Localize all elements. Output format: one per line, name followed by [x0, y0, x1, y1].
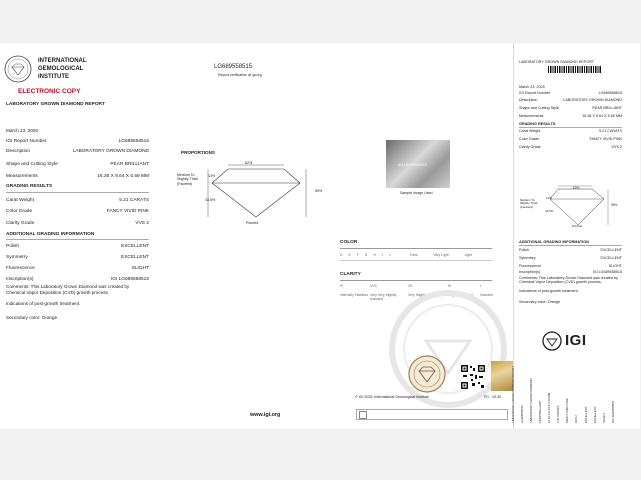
field-row: Description LABORATORY GROWN DIAMOND — [6, 149, 149, 154]
mini-report-col: LABORATORY GROWN DIAMOND — [529, 378, 534, 423]
igi-logo-text: IGI — [565, 332, 587, 349]
indications-text: Indications of post-growth treatment. — [6, 301, 81, 306]
mini-report-col: PEAR BRILLIANT — [538, 400, 543, 423]
right-additional-row: Inscription(s) IGI LG689558515 — [519, 270, 622, 274]
divider — [340, 280, 492, 281]
grading-row: Color Grade FANCY VIVID PINK — [6, 209, 149, 214]
clarity-labels: Internally Flawless Very Very Slightly Included Very Slightly Included Slightly Included Included — [340, 293, 493, 301]
right-pavilion-percent: 43.5% — [545, 209, 554, 213]
right-table-percent: 62% — [573, 186, 580, 190]
right-field-row: Shape and Cutting Style PEAR BRILLIANT — [519, 106, 622, 110]
grading-row: Carat Weight 5.21 CARATS — [6, 198, 149, 203]
org-name: INTERNATIONAL GEMOLOGICAL INSTITUTE — [38, 58, 87, 81]
igi-logo-icon — [542, 331, 562, 351]
right-grading-row: Clarity Grade VVS 2 — [519, 145, 622, 149]
qr-code-icon[interactable] — [460, 364, 486, 390]
mini-report-col: LABORATORY GROWN DIAMOND REPORT — [511, 366, 515, 423]
right-date: March 23, 2025 — [519, 85, 545, 89]
right-secondary: Secondary color: Orange — [519, 300, 560, 304]
rotated-mini-report — [512, 365, 630, 425]
pavilion-percent: 43.5% — [205, 198, 216, 202]
igi-gold-seal-icon — [408, 355, 446, 393]
crown-percent: 13% — [208, 174, 216, 178]
divider — [340, 260, 492, 261]
hologram-strip — [491, 361, 513, 391]
table-percent: 62% — [245, 161, 253, 165]
additional-row: Fluorescence SLIGHT — [6, 266, 149, 271]
mini-report-col: EXCELLENT — [583, 406, 588, 423]
watermark-seal-icon — [388, 289, 508, 409]
report-type-title: LABORATORY GROWN DIAMOND REPORT — [6, 102, 105, 107]
right-crown-percent: 13% — [546, 196, 553, 200]
barcode-icon — [548, 66, 602, 73]
additional-row: Inscription(s) IGI LG689558515 — [6, 277, 149, 282]
comments-text: Comments: This Laboratory Grown Diamond was created by Chemical Vapor Deposition (CVD) growth process. — [6, 284, 130, 295]
right-grading-row: Carat Weight 5.21 CARATS — [519, 129, 622, 133]
sample-image — [386, 140, 450, 188]
verification-link[interactable]: Report verification at igi.org — [218, 73, 262, 77]
sample-caption: Sample Image Used — [400, 191, 433, 195]
mini-report-col: LG689558515 — [520, 405, 525, 423]
proportions-title: PROPORTIONS — [181, 150, 215, 155]
grading-results-title: GRADING RESULTS — [6, 184, 53, 189]
additional-row: Symmetry EXCELLENT — [6, 255, 149, 260]
divider — [6, 239, 149, 240]
divider — [519, 245, 622, 246]
website-link[interactable]: www.igi.org — [250, 412, 281, 418]
right-grading-title: GRADING RESULTS — [519, 122, 556, 126]
security-strip — [356, 409, 508, 420]
clarity-scale-title: CLARITY — [340, 272, 361, 277]
right-field-row: IGI Report Number LG689558515 — [519, 91, 622, 95]
mini-report-col: 5.21 CARATS — [556, 405, 561, 423]
igi-seal-icon — [4, 55, 32, 83]
depth-percent: 59% — [315, 189, 323, 193]
divider — [519, 127, 622, 128]
report-date: March 23, 2025 — [6, 128, 38, 133]
grading-row: Clarity Grade VVS 2 — [6, 221, 149, 226]
right-additional-row: Fluorescence SLIGHT — [519, 264, 622, 268]
clarity-grades: IF VVS VS SI I — [340, 284, 481, 288]
right-additional-row: Polish EXCELLENT — [519, 248, 622, 252]
right-additional-row: Symmetry EXCELLENT — [519, 256, 622, 260]
right-field-row: Description LABORATORY GROWN DIAMOND — [519, 98, 622, 102]
field-row: IGI Report Number LG689558515 — [6, 139, 149, 144]
right-report-type: LABORATORY GROWN DIAMOND REPORT — [519, 60, 595, 64]
right-girdle-label: Medium To Slightly Thick (Faceted) — [520, 198, 538, 209]
right-culet-label: Pointed — [572, 224, 583, 228]
girdle-label: Medium To Slightly Thick (Faceted) — [177, 173, 199, 186]
sample-inscription: IGI LG689558515 — [398, 163, 427, 167]
right-comments: Comments: This Laboratory Grown Diamond was created by Chemical Vapor Deposition (CVD) growth process. — [519, 276, 618, 285]
color-scale-title: COLOR — [340, 240, 358, 245]
mini-report-col: FANCY VIVID PINK — [565, 398, 570, 423]
additional-row: Polish EXCELLENT — [6, 244, 149, 249]
additional-grading-title: ADDITIONAL GRADING INFORMATION — [6, 232, 95, 237]
form-code: FD - 10.30 — [484, 395, 501, 399]
report-sheet — [0, 43, 640, 429]
secondary-color-text: Secondary color: Orange — [6, 315, 58, 320]
divider — [340, 248, 492, 249]
divider — [6, 192, 149, 193]
right-grading-row: Color Grade FANCY VIVID PINK — [519, 137, 622, 141]
field-row: Measurements 16.36 X 9.64 X 5.69 MM — [6, 174, 149, 179]
mini-report-col: SLIGHT — [601, 412, 606, 423]
mini-report-col: IGI LG689558515 — [610, 400, 615, 423]
mini-report-col: VVS 2 — [574, 415, 579, 423]
mini-report-col: EXCELLENT — [592, 406, 597, 423]
right-depth-percent: 59% — [611, 203, 618, 207]
copyright-text: © IGI 2025, International Gemological Institute — [355, 395, 429, 399]
culet-label: Pointed — [246, 221, 259, 225]
mini-report-col: 16.36 X 9.64 X 5.69 MM — [547, 392, 552, 423]
security-strip-icon — [359, 411, 367, 419]
report-number-heading: LG689558515 — [214, 64, 253, 70]
electronic-copy-label: ELECTRONIC COPY — [18, 88, 81, 95]
color-letters: D E F G H I J — [340, 253, 391, 257]
right-indications: Indications of post-growth treatment. — [519, 289, 579, 293]
right-additional-title: ADDITIONAL GRADING INFORMATION — [519, 240, 589, 244]
color-words: Faint Very Light Light — [410, 253, 472, 257]
right-field-row: Measurements 16.36 X 9.64 X 5.69 MM — [519, 114, 622, 118]
proportions-diagram — [200, 161, 323, 231]
field-row: Shape and Cutting Style PEAR BRILLIANT — [6, 162, 149, 167]
